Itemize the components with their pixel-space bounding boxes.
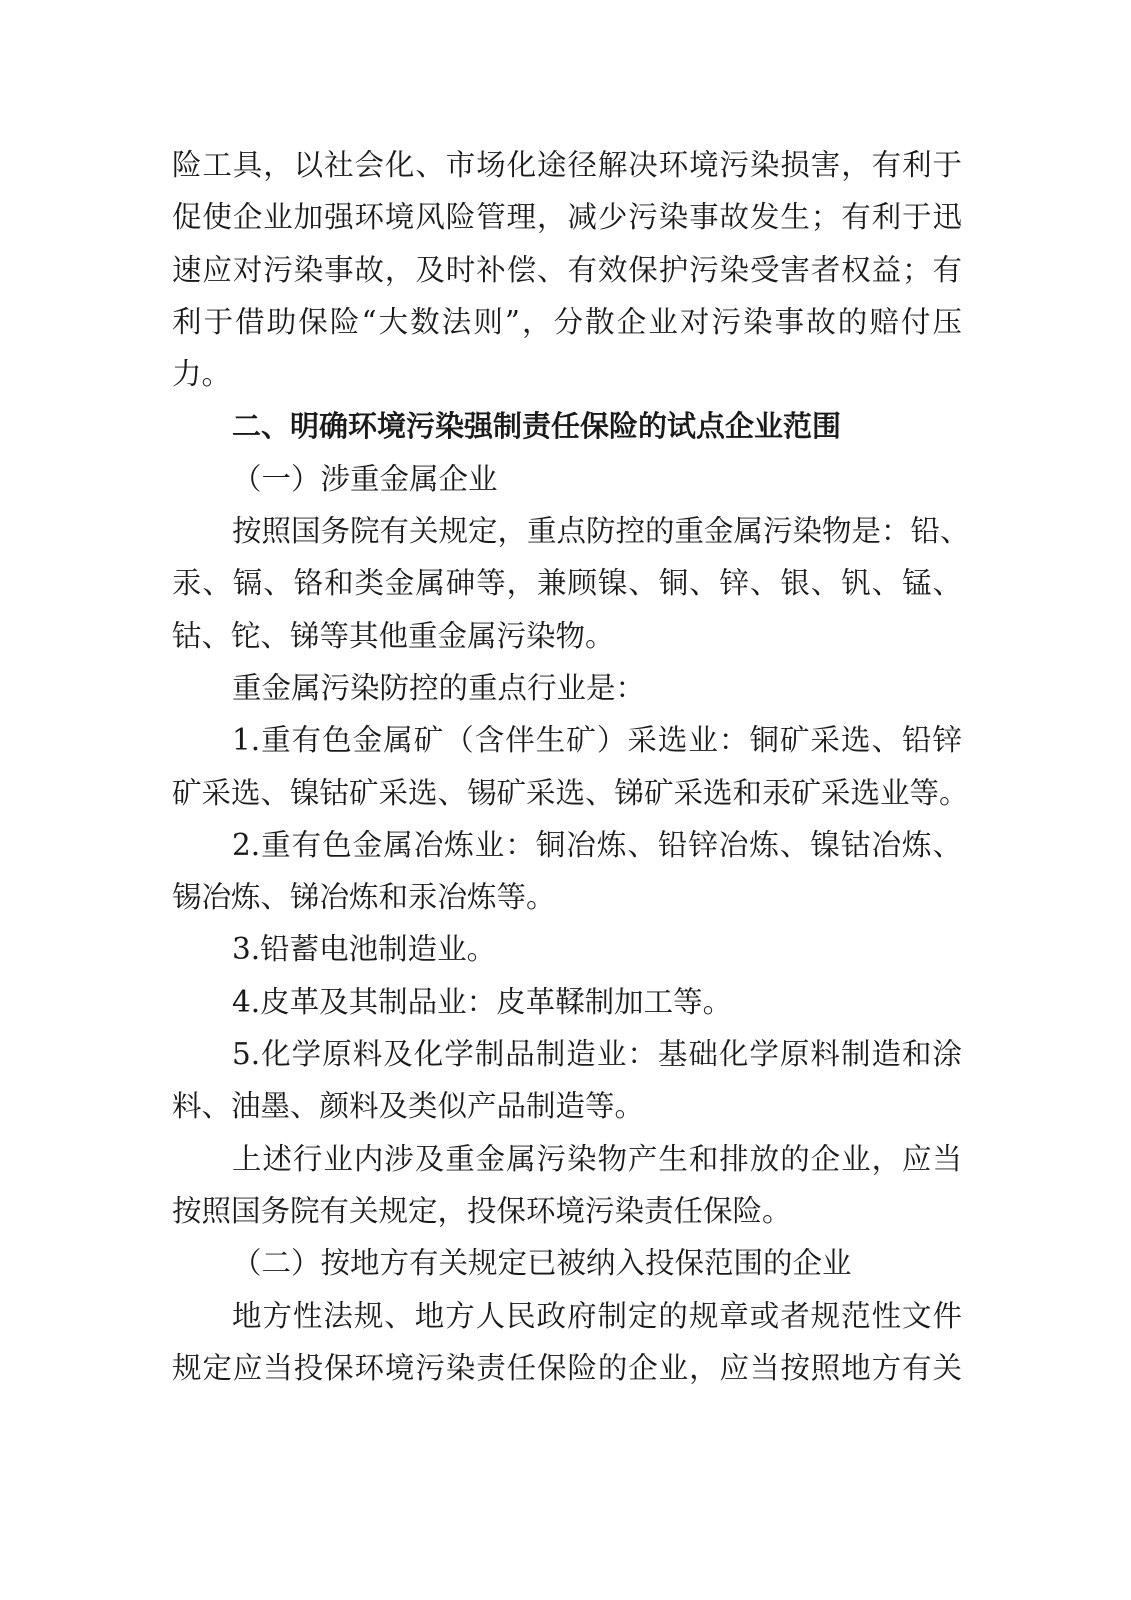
list-item-line: 5.化学原料及化学制品制造业：基础化学原料制造和涂 xyxy=(232,1037,962,1072)
list-item-line: 4.皮革及其制品业：皮革鞣制加工等。 xyxy=(232,984,733,1019)
body-line: 重金属污染防控的重点行业是： xyxy=(232,670,646,705)
body-line: 力。 xyxy=(172,357,232,392)
body-line: 上述行业内涉及重金属污染物产生和排放的企业，应当 xyxy=(232,1141,962,1176)
subsection-heading: （一）涉重金属企业 xyxy=(232,461,498,496)
body-line: 促使企业加强环境风险管理，减少污染事故发生；有利于迅 xyxy=(172,200,962,235)
subsection-heading: （二）按地方有关规定已被纳入投保范围的企业 xyxy=(232,1246,852,1281)
body-line: 钴、铊、锑等其他重金属污染物。 xyxy=(172,618,615,653)
body-line: 地方性法规、地方人民政府制定的规章或者规范性文件 xyxy=(232,1298,962,1333)
section-heading: 二、明确环境污染强制责任保险的试点企业范围 xyxy=(232,409,842,444)
document-body xyxy=(172,139,970,1394)
list-item-line: 锡冶炼、锑冶炼和汞冶炼等。 xyxy=(172,880,556,915)
body-line: 按照国务院有关规定，重点防控的重金属污染物是：铅、 xyxy=(232,514,970,549)
body-line: 规定应当投保环境污染责任保险的企业，应当按照地方有关 xyxy=(172,1350,962,1385)
body-line: 险工具，以社会化、市场化途径解决环境污染损害，有利于 xyxy=(172,148,962,182)
body-line: 利于借助保险“大数法则”，分散企业对污染事故的赔付压 xyxy=(172,304,962,339)
body-line: 速应对污染事故，及时补偿、有效保护污染受害者权益；有 xyxy=(172,252,962,287)
list-item-line: 2.重有色金属冶炼业：铜冶炼、铅锌冶炼、镍钴冶炼、 xyxy=(232,827,962,862)
list-item-line: 1.重有色金属矿（含伴生矿）采选业：铜矿采选、铅锌 xyxy=(232,723,962,758)
body-line: 汞、镉、铬和类金属砷等，兼顾镍、铜、锌、银、钒、锰、 xyxy=(172,566,962,601)
list-item-line: 料、油墨、颜料及类似产品制造等。 xyxy=(172,1089,645,1124)
list-item-line: 矿采选、镍钴矿采选、锡矿采选、锑矿采选和汞矿采选业等。 xyxy=(172,775,969,810)
body-line: 按照国务院有关规定，投保环境污染责任保险。 xyxy=(172,1193,792,1228)
list-item-line: 3.铅蓄电池制造业。 xyxy=(232,932,497,967)
